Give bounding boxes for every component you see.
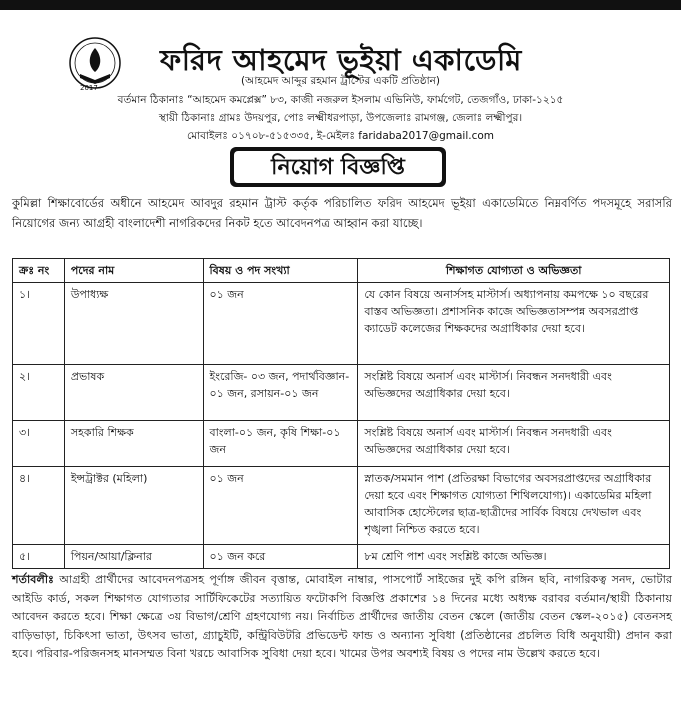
top-clipped-bar	[0, 0, 681, 10]
row-count: ০১ জন	[203, 283, 358, 365]
table-row	[13, 421, 670, 467]
notice-title-box	[230, 147, 446, 187]
row-qualification: স্নাতক/সমমান পাশ (প্রতিরক্ষা বিভাগের অবসরপ্রাপ্তদের অগ্রাধিকার দেয়া হবে এবং শিক্ষাগত যোগ্যতা শিথিলযোগ্য)। একাডেমির মহিলা আবাসিক হোস্টেলের ছাত্র-ছাত্রীদের সার্বিক বিষয়ে দেখভাল এবং শৃঙ্খলা নিশ্চিত করতে হবে।	[358, 467, 670, 545]
row-post: প্রভাষক	[64, 365, 203, 421]
academy-name: ফরিদ আহমেদ ভূইয়া একাডেমি	[160, 43, 522, 77]
permanent-address: স্থায়ী ঠিকানাঃ গ্রামঃ উদয়পুর, পোঃ লক্ষ্মীধরপাড়া, উপজেলাঃ রামগঞ্জ, জেলাঃ লক্ষ্মীপুর।	[158, 112, 523, 124]
notice-title: নিয়োগ বিজ্ঞপ্তি	[234, 151, 442, 183]
row-serial: ২।	[13, 365, 65, 421]
row-qualification: সংশ্লিষ্ট বিষয়ে অনার্স এবং মাস্টার্স। নিবন্ধন সনদধারী এবং অভিজ্ঞদের অগ্রাধিকার দেয়া হবে।	[358, 421, 670, 467]
notice-header	[0, 14, 681, 154]
intro-paragraph: কুমিল্লা শিক্ষাবোর্ডের অধীনে আহমেদ আবদুর রহমান ট্রাস্ট কর্তৃক পরিচালিত ফরিদ আহমেদ ভূইয়া একাডেমিতে নিম্নবর্ণিত পদসমূহে সরাসরি নিয়োগের জন্য আগ্রহী বাংলাদেশী নাগরিকদের নিকট হতে আবেদনপত্র আহ্বান করা যাচ্ছে।	[12, 196, 672, 230]
header-serial: ক্রঃ নং	[13, 259, 65, 283]
row-serial: ১।	[13, 283, 65, 365]
present-address: বর্তমান ঠিকানাঃ “আহমেদ কমপ্লেক্স” ৮৩, কাজী নজরুল ইসলাম এভিনিউ, ফার্মগেট, তেজগাঁও, ঢাকা-১২১৫	[117, 94, 564, 106]
logo-year: 2017	[80, 84, 98, 92]
header-subject-count: বিষয় ও পদ সংখ্যা	[203, 259, 358, 283]
header-post-name: পদের নাম	[64, 259, 203, 283]
row-serial: ৪।	[13, 467, 65, 545]
table-row	[13, 365, 670, 421]
row-count: ইংরেজি- ০৩ জন, পদার্থবিজ্ঞান- ০১ জন, রসায়ন-০১ জন	[203, 365, 358, 421]
row-serial: ৩।	[13, 421, 65, 467]
row-post: সহকারি শিক্ষক	[64, 421, 203, 467]
row-qualification: যে কোন বিষয়ে অনার্সসহ মাস্টার্স। অধ্যাপনায় কমপক্ষে ১০ বছরের বাস্তব অভিজ্ঞতা। প্রশাসনিক কাজে অভিজ্ঞতাসম্পন্ন অবসরপ্রাপ্ত ক্যাডেট কলেজের শিক্ষকদের অগ্রাধিকার দেয়া হবে।	[358, 283, 670, 365]
row-post: পিয়ন/আয়া/ক্লিনার	[64, 545, 203, 569]
row-qualification: ৮ম শ্রেণি পাশ এবং সংশ্লিষ্ট কাজে অভিজ্ঞ।	[358, 545, 670, 569]
table-row	[13, 283, 670, 365]
header-qualification: শিক্ষাগত যোগ্যতা ও অভিজ্ঞতা	[358, 259, 670, 283]
row-count: বাংলা-০১ জন, কৃষি শিক্ষা-০১ জন	[203, 421, 358, 467]
row-post: উপাধ্যক্ষ	[64, 283, 203, 365]
contact-info: মোবাইলঃ ০১৭০৮-৫১৫৩৩৫, ই-মেইলঃ faridaba2017@gmail.com	[187, 130, 494, 142]
table-row	[13, 467, 670, 545]
row-post: ইন্সট্রাক্টর (মহিলা)	[64, 467, 203, 545]
row-qualification: সংশ্লিষ্ট বিষয়ে অনার্স এবং মাস্টার্স। নিবন্ধন সনদধারী এবং অভিজ্ঞদের অগ্রাধিকার দেয়া হবে।	[358, 365, 670, 421]
row-count: ০১ জন	[203, 467, 358, 545]
posts-table	[12, 258, 670, 569]
row-count: ০১ জন করে	[203, 545, 358, 569]
conditions-text: আগ্রহী প্রার্থীদের আবেদনপত্রসহ পূর্ণাঙ্গ জীবন বৃত্তান্ত, মোবাইল নাম্বার, পাসপোর্ট সাইজের দুই কপি রঙ্গিন ছবি, নাগরিকত্ব সনদ, ভোটার আইডি কার্ড, সকল শিক্ষাগত যোগ্যতার সার্টিফিকেটের সত্যায়িত ফটোকপি বিজ্ঞপ্তি প্রকাশের ১৪ দিনের মধ্যে অধ্যক্ষ বরাবর বর্তমান/স্থায়ী ঠিকানায় আবেদন করতে হবে। শিক্ষা ক্ষেত্রে ৩য় বিভাগ/শ্রেণি গ্রহণযোগ্য নয়। নির্বাচিত প্রার্থীদের জাতীয় বেতন স্কেলে (জাতীয় বেতন স্কেল-২০১৫) বেতনসহ বাড়িভাড়া, চিকিৎসা ভাতা, উৎসব ভাতা, গ্র্যাচুইটি, কন্ট্রিবিউটরি প্রভিডেন্ট ফান্ড ও অন্যান্য সুবিধা (প্রতিষ্ঠানের প্রচলিত বিধি অনুযায়ী) প্রদান করা হবে। পরিবার-পরিজনসহ মানসম্মত বিনা খরচে আবাসিক সুবিধা দেয়া হবে। খামের উপর অবশ্যই বিষয় ও পদের নাম উল্লেখ করতে হবে।	[12, 573, 673, 660]
table-row	[13, 545, 670, 569]
conditions-paragraph	[12, 571, 672, 664]
table-header-row	[13, 259, 670, 283]
conditions-label: শর্তাবলীঃ	[12, 573, 54, 586]
trust-subtitle: (আহমেদ আব্দুর রহমান ট্রাস্টের একটি প্রতিষ্ঠান)	[241, 75, 440, 87]
row-serial: ৫।	[13, 545, 65, 569]
